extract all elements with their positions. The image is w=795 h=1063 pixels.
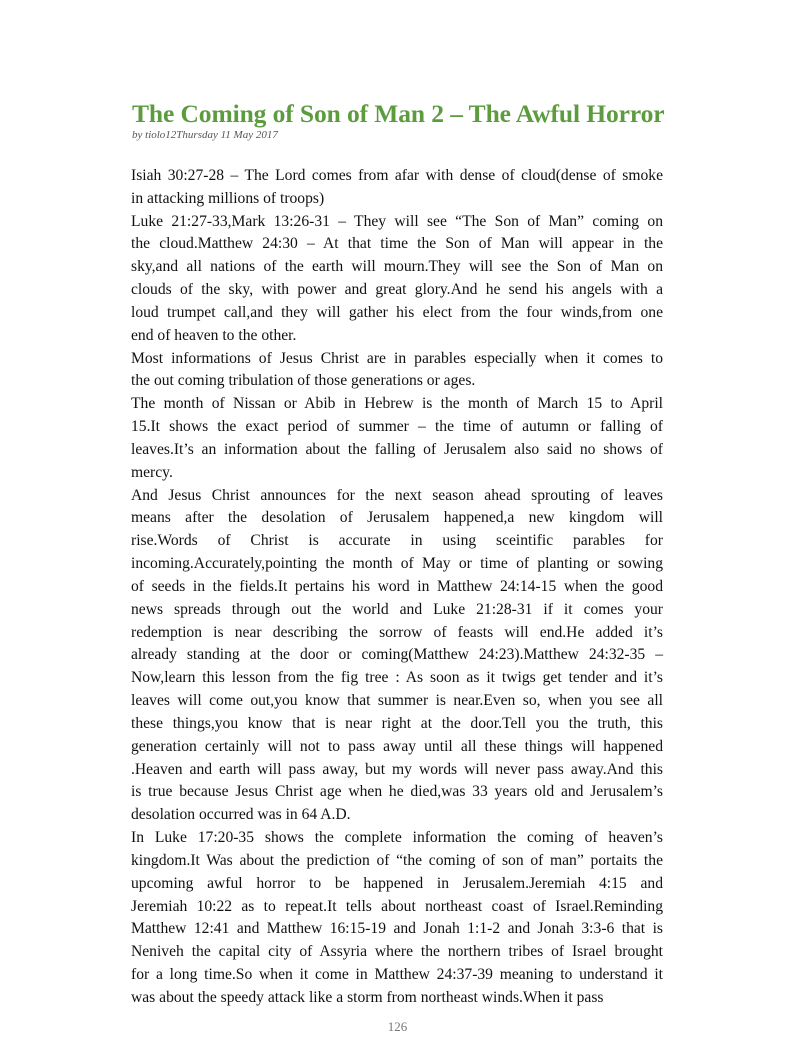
- text-line: is true because Jesus Christ age when he died,was 33 years old and Jerusalem’s: [131, 783, 663, 801]
- paragraph: [131, 165, 663, 211]
- text-line: leaves will come out,you know that summer is near.Even so, when you see all: [131, 692, 663, 710]
- text-line: for a long time.So when it come in Matthew 24:37-39 meaning to understand it: [131, 965, 663, 983]
- text-line: The month of Nissan or Abib in Hebrew is the month of March 15 to April: [131, 395, 663, 413]
- text-line: already standing at the door or coming(Matthew 24:23).Matthew 24:32-35 –: [131, 646, 663, 664]
- text-line: end of heaven to the other.: [131, 326, 297, 344]
- text-line: the cloud.Matthew 24:30 – At that time the Son of Man will appear in the: [131, 235, 663, 253]
- article-title: The Coming of Son of Man 2 – The Awful Horror: [132, 99, 665, 128]
- paragraph: [131, 393, 663, 484]
- text-line: these things,you know that is near right at the door.Tell you the truth, this: [131, 714, 663, 732]
- text-line: incoming.Accurately,pointing the month of May or time of planting or sowing: [131, 555, 663, 573]
- text-line: leaves.It’s an information about the falling of Jerusalem also said no shows of: [131, 440, 663, 458]
- text-line: desolation occurred was in 64 A.D.: [131, 806, 351, 824]
- paragraph: [131, 211, 663, 348]
- text-line: And Jesus Christ announces for the next season ahead sprouting of leaves: [131, 486, 663, 504]
- text-line: news spreads through out the world and Luke 21:28-31 if it comes your: [131, 600, 663, 618]
- text-line: means after the desolation of Jerusalem happened,a new kingdom will: [131, 509, 663, 527]
- text-line: In Luke 17:20-35 shows the complete information the coming of heaven’s: [131, 829, 663, 847]
- text-line: Jeremiah 10:22 as to repeat.It tells about northeast coast of Israel.Reminding: [131, 897, 663, 915]
- text-line: the out coming tribulation of those generations or ages.: [131, 372, 476, 390]
- text-line: .Heaven and earth will pass away, but my words will never pass away.And this: [131, 760, 663, 778]
- text-line: loud trumpet call,and they will gather his elect from the four winds,from one: [131, 303, 663, 321]
- text-line: in attacking millions of troops): [131, 189, 325, 207]
- text-line: Neniveh the capital city of Assyria where the northern tribes of Israel brought: [131, 943, 663, 961]
- text-line: kingdom.It Was about the prediction of “the coming of son of man” portaits the: [131, 851, 663, 869]
- text-line: of seeds in the fields.It pertains his word in Matthew 24:14-15 when the good: [131, 577, 663, 595]
- paragraph: [131, 827, 663, 1010]
- text-line: upcoming awful horror to be happened in Jerusalem.Jeremiah 4:15 and: [131, 874, 663, 892]
- text-line: clouds of the sky, with power and great glory.And he send his angels with a: [131, 281, 663, 299]
- text-line: 15.It shows the exact period of summer – the time of autumn or falling of: [131, 418, 663, 436]
- text-line: mercy.: [131, 463, 173, 481]
- text-line: Most informations of Jesus Christ are in parables especially when it comes to: [131, 349, 663, 367]
- text-line: Isiah 30:27-28 – The Lord comes from afar with dense of cloud(dense of smoke: [131, 167, 663, 184]
- text-line: sky,and all nations of the earth will mourn.They will see the Son of Man on: [131, 258, 663, 276]
- text-line: rise.Words of Christ is accurate in using sceintific parables for: [131, 532, 663, 550]
- paragraph: [131, 348, 663, 394]
- text-line: redemption is near describing the sorrow of feasts will end.He added it’s: [131, 623, 663, 641]
- text-line: Now,learn this lesson from the fig tree : As soon as it twigs get tender and it’s: [131, 669, 663, 687]
- paragraph: [131, 485, 663, 827]
- article-body: [131, 165, 663, 1010]
- article-byline: by tiolo12Thursday 11 May 2017: [132, 129, 278, 141]
- page-number: 126: [387, 1019, 408, 1034]
- text-line: was about the speedy attack like a storm from northeast winds.When it pass: [131, 988, 604, 1006]
- text-line: Luke 21:27-33,Mark 13:26-31 – They will see “The Son of Man” coming on: [131, 212, 663, 230]
- text-line: generation certainly will not to pass away until all these things will happened: [131, 737, 663, 755]
- text-line: Matthew 12:41 and Matthew 16:15-19 and Jonah 1:1-2 and Jonah 3:3-6 that is: [131, 920, 663, 938]
